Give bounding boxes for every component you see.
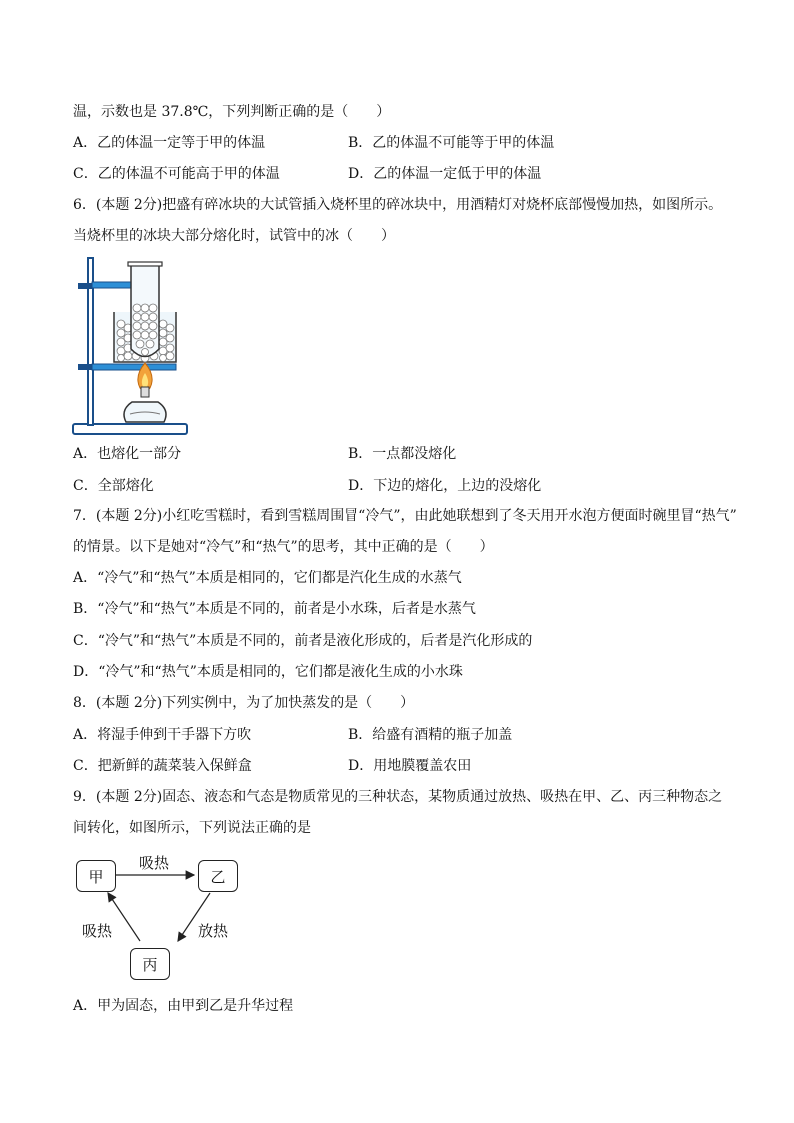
q6-option-b[interactable]: B．一点都没熔化 [348,446,457,462]
node-bing: 丙 [130,948,170,980]
q5-option-b[interactable]: B．乙的体温不可能等于甲的体温 [348,135,555,151]
q9-stem-line1: 9．(本题 2分)固态、液态和气态是物质常见的三种状态，某物质通过放热、吸热在甲、乙、丙三种物态之 [73,789,723,805]
lower-clamp-knob [78,364,92,370]
q8-option-c[interactable]: C．把新鲜的蔬菜装入保鲜盒 [73,758,252,774]
q5-option-a[interactable]: A．乙的体温一定等于甲的体温 [73,135,266,151]
q8-option-b[interactable]: B．给盛有酒精的瓶子加盖 [348,727,513,743]
arrow-c-to-a [108,893,140,941]
q7-option-b[interactable]: B．“冷气”和“热气”本质是不同的，前者是小水珠，后者是水蒸气 [73,601,476,617]
q9-stem-line2: 间转化，如图所示，下列说法正确的是 [73,820,311,836]
q5-option-d[interactable]: D．乙的体温一定低于甲的体温 [348,166,542,182]
q6-option-d[interactable]: D．下边的熔化，上边的没熔化 [348,478,542,494]
q7-stem-line1: 7．(本题 2分)小红吃雪糕时，看到雪糕周围冒“冷气”，由此她联想到了冬天用开水泡方便面时碗里冒“热气” [73,508,737,524]
state-transition-diagram [70,848,250,983]
ring-support [92,364,176,370]
q7-option-c[interactable]: C．“冷气”和“热气”本质是不同的，前者是液化形成的，后者是汽化形成的 [73,633,533,649]
q6-option-c[interactable]: C．全部熔化 [73,478,154,494]
q8-option-d[interactable]: D．用地膜覆盖农田 [348,758,472,774]
q5-option-c[interactable]: C．乙的体温不可能高于甲的体温 [73,166,280,182]
node-yi: 乙 [198,860,238,892]
q7-stem-line2: 的情景。以下是她对“冷气”和“热气”的思考，其中正确的是（ ） [73,539,494,555]
q7-option-d[interactable]: D．“冷气”和“热气”本质是相同的，它们都是液化生成的小水珠 [73,664,463,680]
edge-label-ab: 吸热 [139,854,170,872]
q8-option-a[interactable]: A．将湿手伸到干手器下方吹 [73,727,252,743]
q9-option-a[interactable]: A．甲为固态，由甲到乙是升华过程 [73,998,294,1014]
q6-stem-line1: 6．(本题 2分)把盛有碎冰块的大试管插入烧杯里的碎冰块中，用酒精灯对烧杯底部慢慢加热，如图所示。 [73,197,723,213]
test-tube-lip [128,262,162,266]
lamp-wick-holder [141,387,149,397]
q7-option-a[interactable]: A．“冷气”和“热气”本质是相同的，它们都是汽化生成的水蒸气 [73,570,462,586]
q6-option-a[interactable]: A．也熔化一部分 [73,446,182,462]
q8-stem: 8．(本题 2分)下列实例中，为了加快蒸发的是（ ） [73,695,415,711]
q5-stem: 温，示数也是 37.8℃，下列判断正确的是（ ） [73,104,391,120]
edge-label-ca: 吸热 [82,922,113,940]
upper-clamp-knob [78,283,92,289]
q6-stem-line2: 当烧杯里的冰块大部分熔化时，试管中的冰（ ） [73,228,395,244]
edge-label-bc: 放热 [198,922,229,940]
node-jia: 甲 [76,860,116,892]
lab-apparatus-figure [70,252,195,440]
